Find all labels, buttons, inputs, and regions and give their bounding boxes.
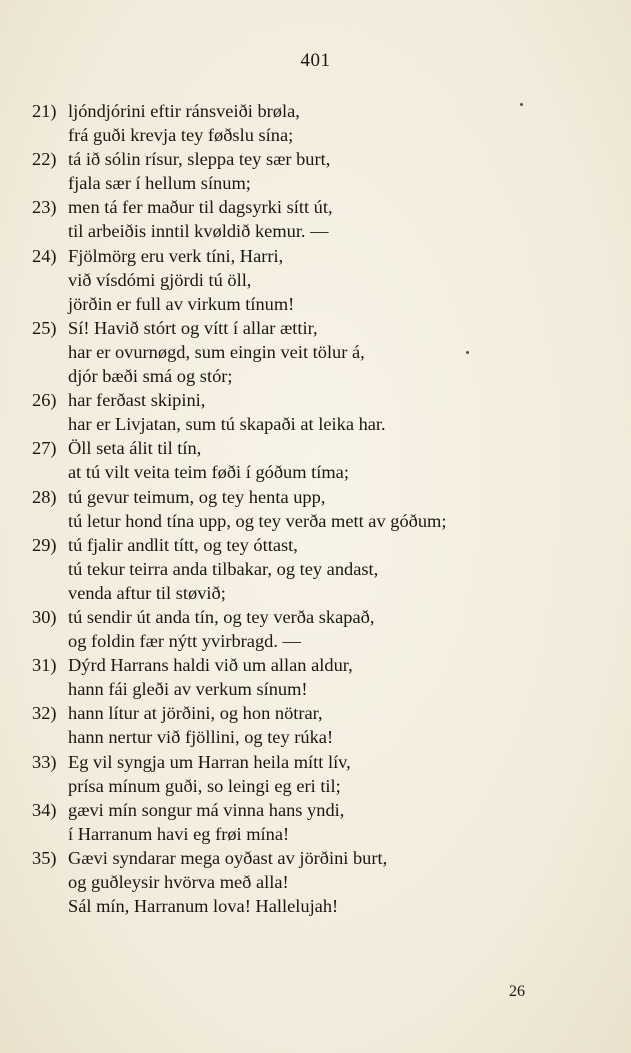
- verse-first-line: [0, 653, 631, 677]
- verse-first-line: [0, 485, 631, 509]
- verse-line: [0, 725, 631, 749]
- verse-first-line: [0, 798, 631, 822]
- verse-first-line: [0, 605, 631, 629]
- verse-text: Fjölmörg eru verk tíni, Harri,: [68, 245, 284, 266]
- verse-text: tú sendir út anda tín, og tey verða skapað,: [68, 606, 375, 627]
- verse-text: har ferðast skipini,: [68, 390, 206, 411]
- verse-first-line: [0, 846, 631, 870]
- verse-first-line: [0, 701, 631, 725]
- verse-line: [0, 219, 631, 243]
- verse-number: 32): [32, 703, 57, 724]
- verse-number: 27): [32, 438, 57, 459]
- verse-text: tú fjalir andlit títt, og tey óttast,: [68, 534, 298, 555]
- verse-text: tá ið sólin rísur, sleppa tey sær burt,: [68, 149, 331, 170]
- verse-number: 30): [32, 606, 57, 627]
- verse-number: 23): [32, 197, 57, 218]
- verse-line: [0, 677, 631, 701]
- verse-line: [0, 268, 631, 292]
- verse-text: tú tekur teirra anda tilbakar, og tey andast,: [68, 558, 379, 579]
- psalm-verses: [0, 99, 631, 918]
- verse-line: [0, 774, 631, 798]
- verse-line: [0, 340, 631, 364]
- verse-text: til arbeiðis inntil kvøldið kemur. —: [68, 221, 329, 242]
- signature-mark: 26: [509, 983, 525, 1000]
- verse-number: 28): [32, 486, 57, 507]
- verse-line: [0, 123, 631, 147]
- verse-text: hann lítur at jörðini, og hon nötrar,: [68, 703, 323, 724]
- verse-line: [0, 171, 631, 195]
- verse-text: gævi mín songur má vinna hans yndi,: [68, 799, 345, 820]
- verse-line: [0, 292, 631, 316]
- verse-line: [0, 629, 631, 653]
- verse-text: at tú vilt veita teim føði í góðum tíma;: [68, 462, 349, 483]
- verse-line: [0, 364, 631, 388]
- verse-number: 25): [32, 317, 57, 338]
- verse-text: har er Livjatan, sum tú skapaði at leika har.: [68, 414, 386, 435]
- verse-text: hann nertur við fjöllini, og tey rúka!: [68, 727, 334, 748]
- verse-text: ljóndjórini eftir ránsveiði brøla,: [68, 101, 300, 121]
- verse-number: 34): [32, 799, 57, 820]
- verse-number: 24): [32, 245, 57, 266]
- verse-number: 29): [32, 534, 57, 555]
- verse-text: Gævi syndarar mega oyðast av jörðini burt,: [68, 847, 388, 868]
- verse-first-line: [0, 147, 631, 171]
- verse-first-line: [0, 316, 631, 340]
- verse-first-line: [0, 533, 631, 557]
- verse-text: hann fái gleði av verkum sínum!: [68, 679, 308, 700]
- verse-text: við vísdómi gjördi tú öll,: [68, 269, 252, 290]
- stray-speck: [520, 103, 523, 106]
- verse-number: 21): [32, 101, 57, 121]
- verse-number: 33): [32, 751, 57, 772]
- verse-first-line: [0, 99, 631, 123]
- verse-text: í Harranum havi eg frøi mína!: [68, 823, 290, 844]
- verse-text: har er ovurnøgd, sum eingin veit tölur á,: [68, 341, 365, 362]
- verse-line: [0, 412, 631, 436]
- verse-text: venda aftur til støvið;: [68, 582, 226, 603]
- verse-line: [0, 557, 631, 581]
- verse-text: Eg vil syngja um Harran heila mítt lív,: [68, 751, 351, 772]
- verse-text: jörðin er full av virkum tínum!: [68, 293, 295, 314]
- verse-text: og foldin fær nýtt yvirbragd. —: [68, 631, 301, 652]
- verse-text: tú letur hond tína upp, og tey verða mett av góðum;: [68, 510, 447, 531]
- verse-text: frá guði krevja tey føðslu sína;: [68, 125, 294, 146]
- verse-text: og guðleysir hvörva með alla!: [68, 872, 289, 892]
- verse-first-line: [0, 436, 631, 460]
- verse-text: Öll seta álit til tín,: [68, 438, 202, 459]
- verse-text: fjala sær í hellum sínum;: [68, 173, 251, 194]
- verse-number: 31): [32, 655, 57, 676]
- verse-first-line: [0, 195, 631, 219]
- page-number: 401: [300, 50, 331, 71]
- verse-line: [0, 822, 631, 846]
- verse-text: djór bæði smá og stór;: [68, 366, 233, 387]
- verse-first-line: [0, 388, 631, 412]
- verse-first-line: [0, 244, 631, 268]
- stray-speck: [466, 351, 469, 354]
- verse-first-line: [0, 750, 631, 774]
- verse-line: [0, 894, 631, 918]
- verse-text: men tá fer maður til dagsyrki sítt út,: [68, 197, 333, 218]
- verse-number: 35): [32, 847, 57, 868]
- verse-line: [0, 460, 631, 484]
- verse-text: Dýrd Harrans haldi við um allan aldur,: [68, 655, 353, 676]
- verse-number: 26): [32, 390, 57, 411]
- verse-text: Sí! Havið stórt og vítt í allar ættir,: [68, 317, 318, 338]
- verse-line: [0, 581, 631, 605]
- verse-text: Sál mín, Harranum lova! Hallelujah!: [68, 896, 339, 917]
- verse-text: prísa mínum guði, so leingi eg eri til;: [68, 775, 341, 796]
- verse-number: 22): [32, 149, 57, 170]
- verse-line: [0, 870, 631, 894]
- verse-line: [0, 509, 631, 533]
- verse-text: tú gevur teimum, og tey henta upp,: [68, 486, 326, 507]
